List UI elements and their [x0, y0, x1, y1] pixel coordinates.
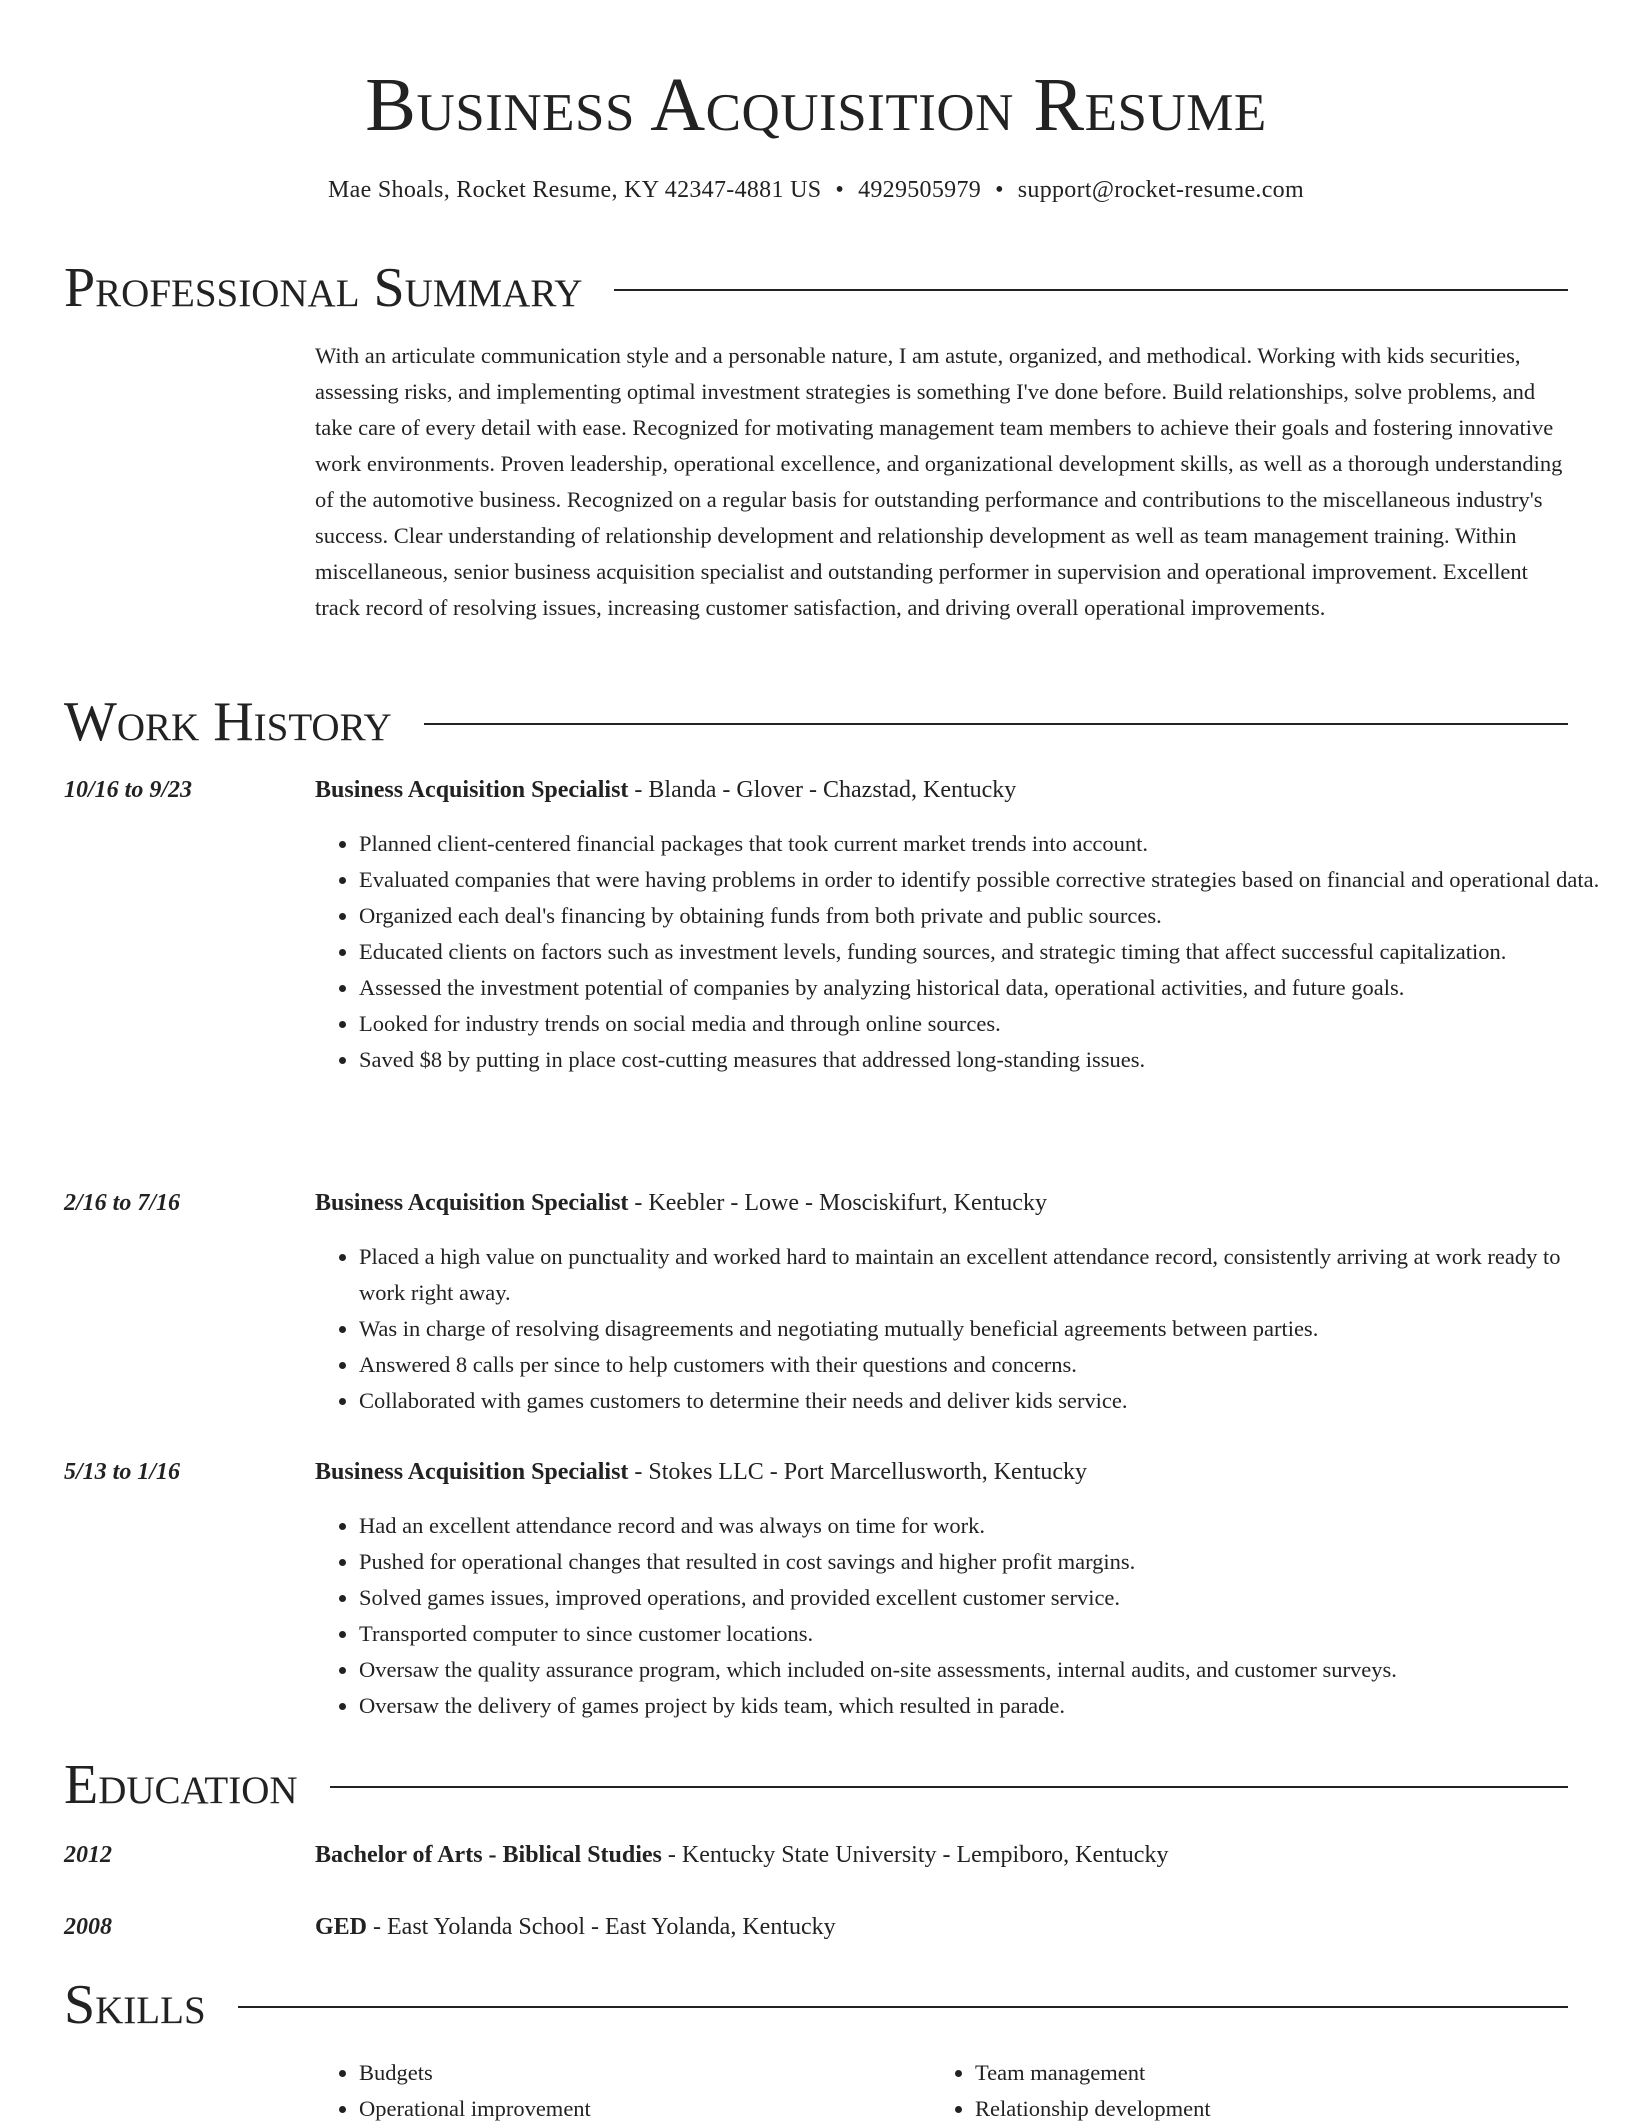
- job-heading: [315, 772, 1568, 808]
- job-bullet: • Collaborated with games customers to determine their needs and deliver kids service.: [359, 1383, 1612, 1419]
- skill-item: • Team management: [975, 2055, 1575, 2091]
- skills-list-left: [315, 2055, 939, 2127]
- job-bullet: • Evaluated companies that were having problems in order to identify possible corrective strategies based on financial and operational data.: [359, 862, 1612, 898]
- resume-page: [64, 0, 1600, 2121]
- education-section-title: Education: [64, 1754, 298, 1816]
- skills-section-header: [64, 1973, 1568, 2037]
- job-role: Business Acquisition Specialist: [315, 1190, 629, 1216]
- summary-section-title: Professional Summary: [64, 257, 583, 319]
- section-divider: [238, 2006, 1568, 2008]
- education-section-header: [64, 1753, 1568, 1817]
- job-dates: 10/16 to 9/23: [64, 777, 193, 803]
- job-bullet: • Placed a high value on punctuality and worked hard to maintain an excellent attendance record, consistently arriving at work ready to work right away.: [359, 1239, 1612, 1311]
- summary-text: With an articulate communication style and a personable nature, I am astute, organized, and methodical. Working with kids securities, assessing risks, and implementing optimal investment strategies is something I've done before. Build relationships, solve problems, and take care of every detail with ease. Recognized for motivating management team members to achieve their goals and fostering innovative work environments. Proven leadership, operational excellence, and organizational development skills, as well as a thorough understanding of the automotive business. Recognized on a regular basis for outstanding performance and contributions to the miscellaneous industry's success. Clear understanding of relationship development and relationship development as well as team management training. Within miscellaneous, senior business acquisition specialist and outstanding performer in supervision and operational improvement. Excellent track record of resolving issues, increasing customer satisfaction, and driving overall operational improvements.: [315, 343, 1563, 620]
- work-section-header: [64, 690, 1568, 754]
- job-bullet: • Had an excellent attendance record and was always on time for work.: [359, 1508, 1612, 1544]
- education-degree: GED: [315, 1914, 368, 1940]
- education-year: 2008: [64, 1914, 112, 1940]
- contact-phone: 4929505979: [858, 177, 982, 203]
- job-role: Business Acquisition Specialist: [315, 777, 629, 803]
- job-bullet: • Planned client-centered financial packages that took current market trends into account.: [359, 826, 1612, 862]
- job-bullets: [315, 1508, 1612, 1724]
- job-bullets: [315, 1239, 1612, 1419]
- job-heading: [315, 1454, 1568, 1490]
- education-year: 2012: [64, 1842, 112, 1868]
- job-details: - Stokes LLC - Port Marcellusworth, Kentucky: [628, 1459, 1088, 1485]
- education-details: - East Yolanda School - East Yolanda, Kentucky: [367, 1914, 836, 1940]
- job-bullet: • Organized each deal's financing by obtaining funds from both private and public sources.: [359, 898, 1612, 934]
- job-bullet: • Educated clients on factors such as investment levels, funding sources, and strategic timing that affect successful capitalization.: [359, 934, 1612, 970]
- job-dates: 5/13 to 1/16: [64, 1459, 181, 1485]
- job-bullet: • Oversaw the delivery of games project by kids team, which resulted in parade.: [359, 1688, 1612, 1724]
- section-divider: [424, 723, 1568, 725]
- education-details: - Kentucky State University - Lempiboro, Kentucky: [661, 1842, 1169, 1868]
- job-bullet: • Transported computer to since customer locations.: [359, 1616, 1612, 1652]
- contact-address: Mae Shoals, Rocket Resume, KY 42347-4881 US: [328, 177, 822, 203]
- job-bullets: [315, 826, 1612, 1078]
- job-details: - Keebler - Lowe - Mosciskifurt, Kentucky: [628, 1190, 1047, 1216]
- job-bullet: • Was in charge of resolving disagreements and negotiating mutually beneficial agreements between parties.: [359, 1311, 1612, 1347]
- skill-item: • Relationship development: [975, 2091, 1575, 2127]
- education-degree: Bachelor of Arts - Biblical Studies: [315, 1842, 662, 1868]
- job-details: - Blanda - Glover - Chazstad, Kentucky: [628, 777, 1017, 803]
- contact-separator: •: [835, 177, 845, 203]
- skills-list-right: [931, 2055, 1575, 2127]
- job-bullet: • Assessed the investment potential of companies by analyzing historical data, operational activities, and future goals.: [359, 970, 1612, 1006]
- job-bullet: • Answered 8 calls per since to help customers with their questions and concerns.: [359, 1347, 1612, 1383]
- resume-title: Business Acquisition Resume: [365, 63, 1267, 147]
- job-bullet: • Oversaw the quality assurance program, which included on-site assessments, internal audits, and customer surveys.: [359, 1652, 1612, 1688]
- job-bullet: • Looked for industry trends on social media and through online sources.: [359, 1006, 1612, 1042]
- education-heading: [315, 1837, 1568, 1873]
- skill-item: • Operational improvement: [359, 2091, 939, 2127]
- skill-item: • Budgets: [359, 2055, 939, 2091]
- contact-separator: •: [995, 177, 1004, 203]
- skills-section-title: Skills: [64, 1974, 206, 2036]
- job-dates: 2/16 to 7/16: [64, 1190, 181, 1216]
- job-bullet: • Saved $8 by putting in place cost-cutting measures that addressed long-standing issues.: [359, 1042, 1612, 1078]
- summary-section-header: [64, 256, 1568, 320]
- job-heading: [315, 1185, 1568, 1221]
- job-bullet: • Pushed for operational changes that resulted in cost savings and higher profit margins.: [359, 1544, 1612, 1580]
- contact-line: [64, 174, 1568, 206]
- job-role: Business Acquisition Specialist: [315, 1459, 629, 1485]
- contact-email: support@rocket-resume.com: [1017, 177, 1304, 203]
- job-bullet: • Solved games issues, improved operations, and provided excellent customer service.: [359, 1580, 1612, 1616]
- section-divider: [330, 1786, 1568, 1788]
- work-section-title: Work History: [64, 691, 392, 753]
- education-heading: [315, 1909, 1568, 1945]
- section-divider: [614, 289, 1568, 291]
